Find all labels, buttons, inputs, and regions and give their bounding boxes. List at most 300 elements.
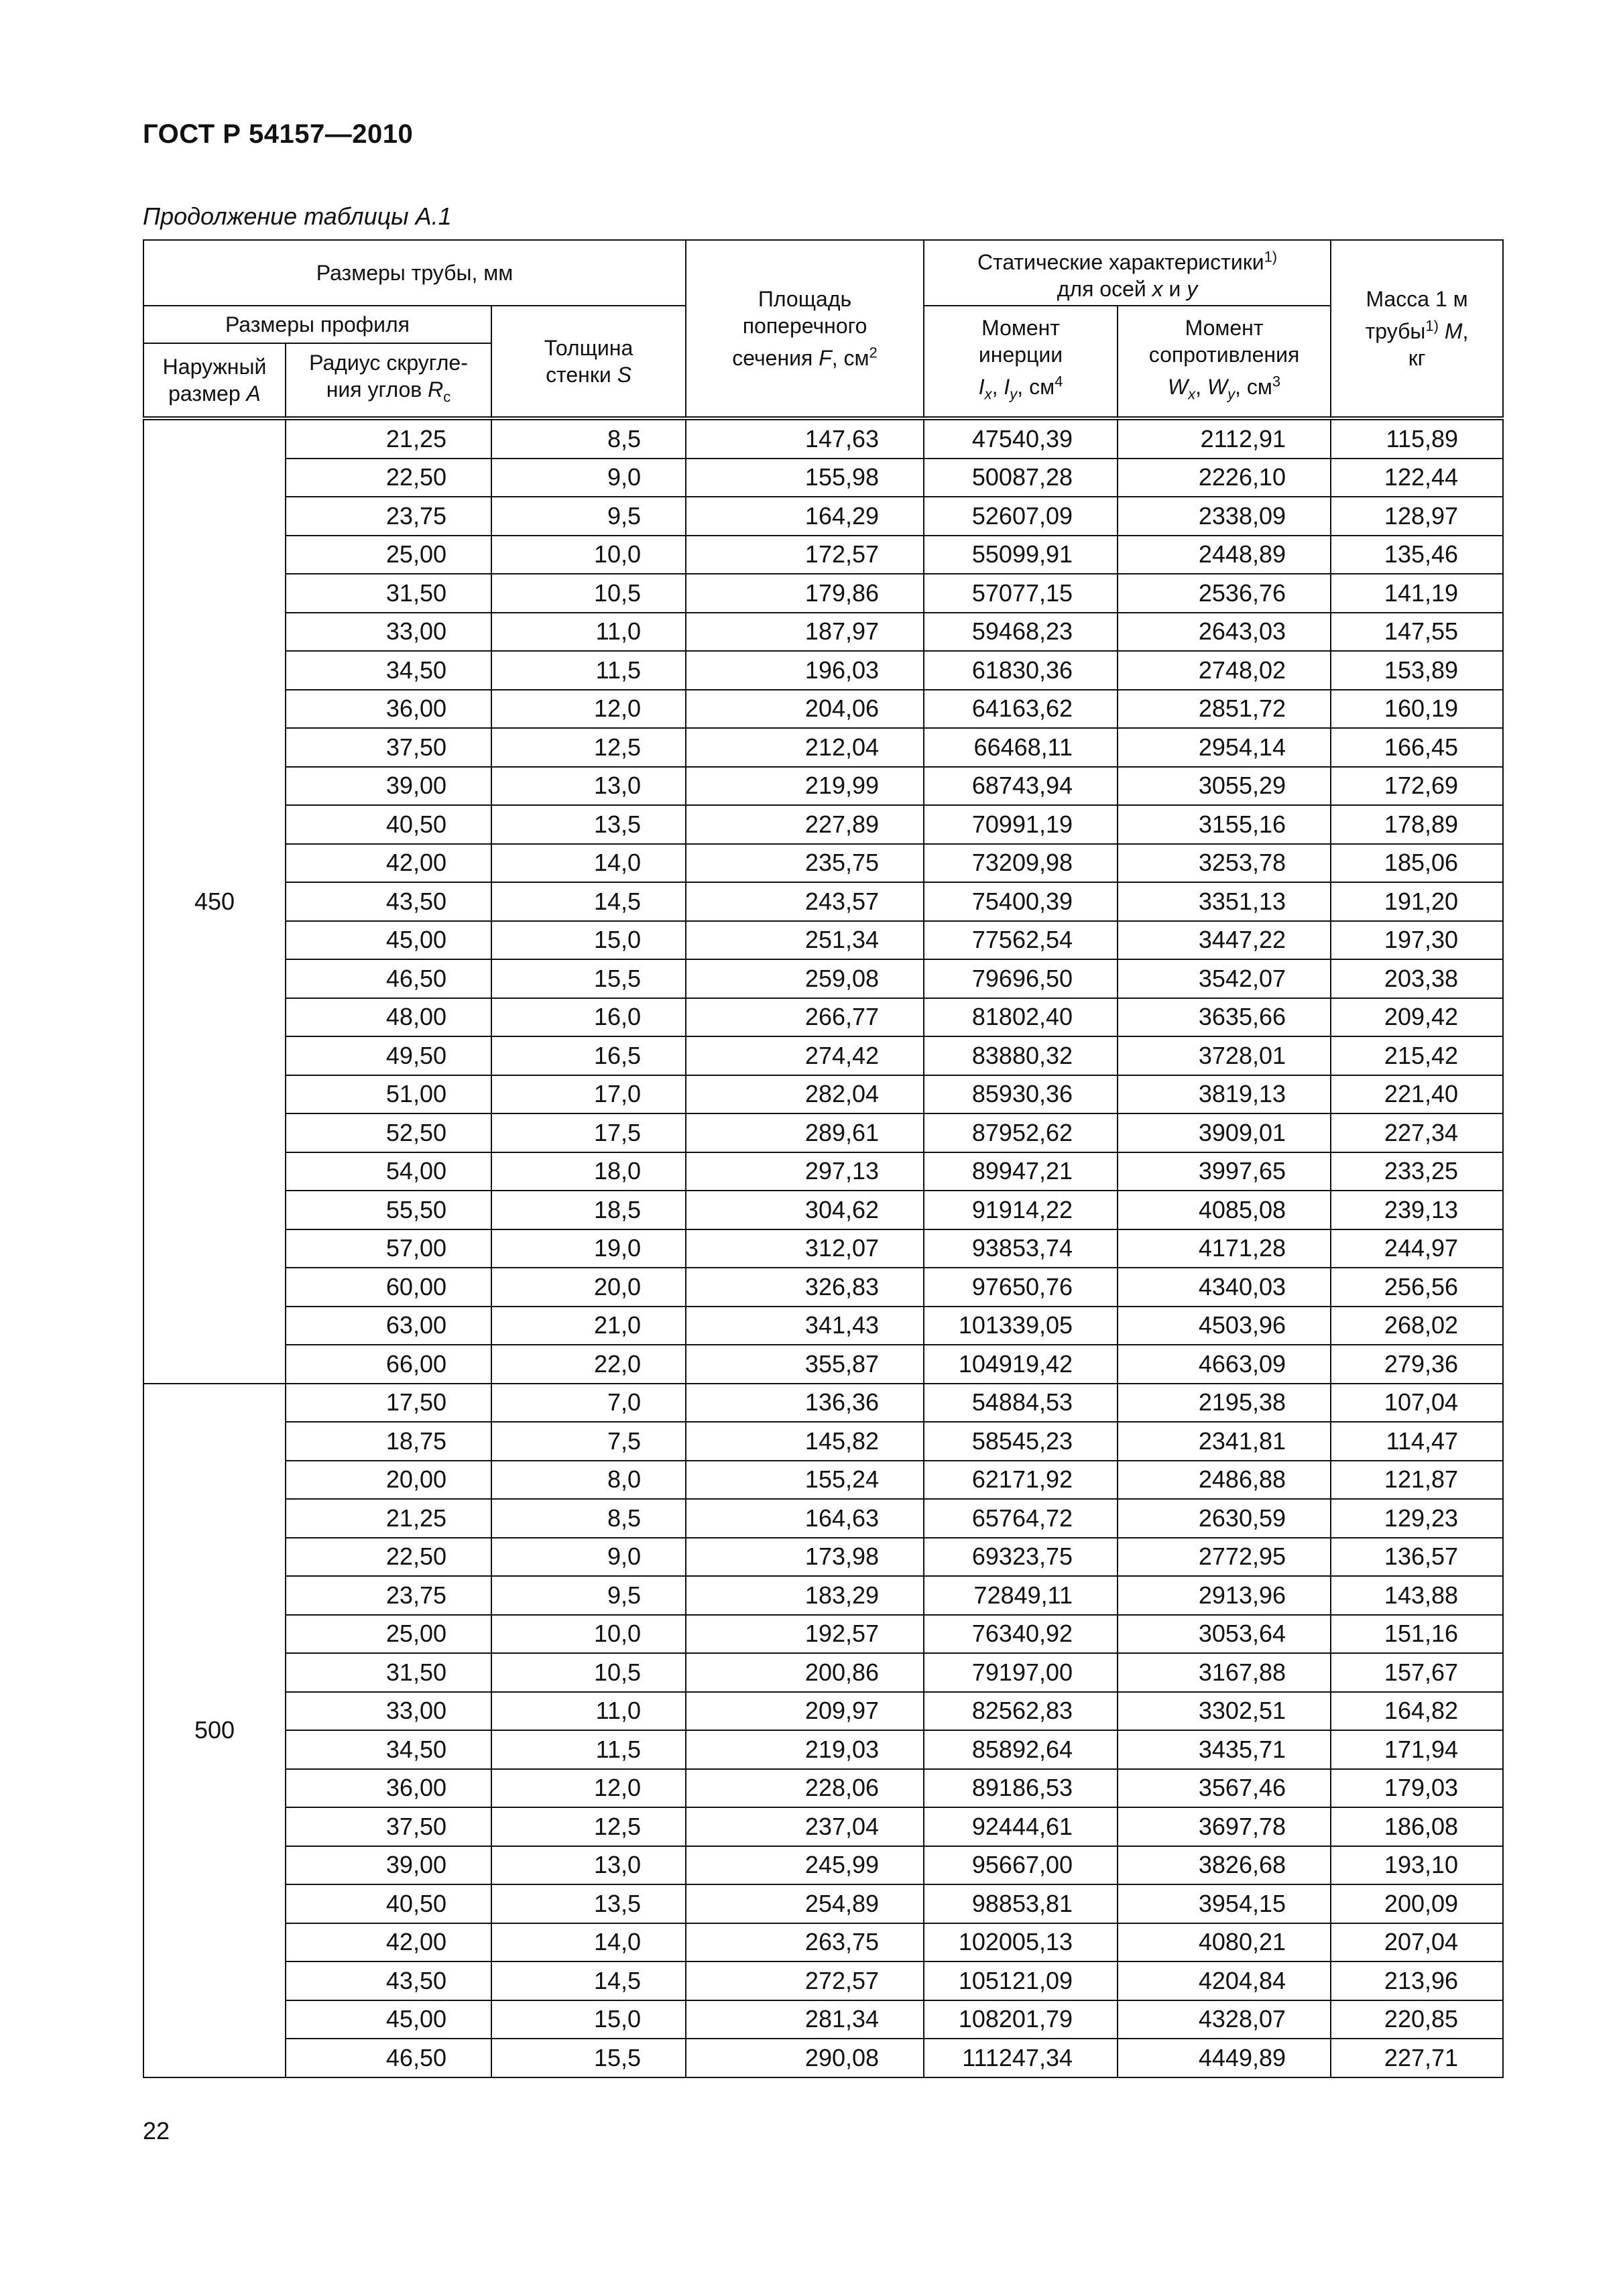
wall-thickness-cell: 12,0 [491,1769,686,1808]
wall-thickness-cell: 16,5 [491,1036,686,1075]
wall-thickness-cell: 10,5 [491,1653,686,1692]
area-cell: 187,97 [686,613,924,652]
radius-cell: 36,00 [286,690,491,729]
table-row [143,1075,1503,1114]
area-cell: 228,06 [686,1769,924,1808]
radius-cell: 17,50 [286,1384,491,1423]
header-resistance-text: Момент сопротивления $W_x$, $W_y$, $см^3$ [1148,316,1300,403]
resistance-cell: 2226,10 [1118,459,1331,497]
inertia-cell: 57077,15 [924,574,1118,613]
inertia-cell: 59468,23 [924,613,1118,652]
area-cell: 192,57 [686,1615,924,1654]
inertia-cell: 64163,62 [924,690,1118,729]
resistance-cell: 2851,72 [1118,690,1331,729]
inertia-cell: 95667,00 [924,1846,1118,1885]
radius-cell: 31,50 [286,1653,491,1692]
area-cell: 147,63 [686,418,924,459]
mass-cell: 207,04 [1331,1923,1503,1962]
mass-cell: 256,56 [1331,1268,1503,1307]
header-cross-section [686,240,924,418]
table-row [143,1961,1503,2000]
area-cell: 155,98 [686,459,924,497]
table-row [143,1345,1503,1384]
resistance-cell: 3055,29 [1118,767,1331,806]
resistance-cell: 4085,08 [1118,1191,1331,1229]
wall-thickness-cell: 11,5 [491,651,686,690]
area-cell: 266,77 [686,998,924,1037]
table-row [143,1422,1503,1461]
resistance-cell: 3909,01 [1118,1113,1331,1152]
radius-cell: 54,00 [286,1152,491,1191]
resistance-cell: 2112,91 [1118,418,1331,459]
inertia-cell: 73209,98 [924,844,1118,883]
mass-cell: 227,34 [1331,1113,1503,1152]
table-row [143,1036,1503,1075]
mass-cell: 179,03 [1331,1769,1503,1808]
radius-cell: 39,00 [286,767,491,806]
radius-cell: 25,00 [286,536,491,575]
radius-cell: 22,50 [286,1538,491,1577]
row-group-450 [143,418,1503,1384]
area-cell: 219,99 [686,767,924,806]
radius-cell: 37,50 [286,1807,491,1846]
wall-thickness-cell: 9,5 [491,497,686,536]
area-cell: 274,42 [686,1036,924,1075]
inertia-cell: 92444,61 [924,1807,1118,1846]
mass-cell: 107,04 [1331,1384,1503,1423]
radius-cell: 21,25 [286,1499,491,1538]
mass-cell: 209,42 [1331,998,1503,1037]
area-cell: 245,99 [686,1846,924,1885]
inertia-cell: 75400,39 [924,882,1118,921]
table-row [143,1538,1503,1577]
table-head [143,240,1503,418]
wall-thickness-cell: 9,0 [491,1538,686,1577]
radius-cell: 33,00 [286,613,491,652]
table-row [143,1807,1503,1846]
area-cell: 179,86 [686,574,924,613]
inertia-cell: 54884,53 [924,1384,1118,1423]
mass-cell: 197,30 [1331,921,1503,960]
mass-cell: 122,44 [1331,459,1503,497]
radius-cell: 23,75 [286,497,491,536]
wall-thickness-cell: 13,5 [491,805,686,844]
inertia-cell: 83880,32 [924,1036,1118,1075]
header-mass-text: Масса 1 м трубы$^{1)}$ M, кг [1365,287,1469,370]
area-cell: 243,57 [686,882,924,921]
radius-cell: 33,00 [286,1692,491,1731]
header-static-text: Статические характеристики$^{1)}$ для осей x и y [977,248,1278,301]
header-resistance [1118,306,1331,418]
resistance-cell: 4449,89 [1118,2039,1331,2077]
area-cell: 204,06 [686,690,924,729]
radius-cell: 63,00 [286,1307,491,1345]
resistance-cell: 2913,96 [1118,1576,1331,1615]
wall-thickness-cell: 12,5 [491,1807,686,1846]
area-cell: 164,29 [686,497,924,536]
inertia-cell: 66468,11 [924,728,1118,767]
mass-cell: 191,20 [1331,882,1503,921]
resistance-cell: 4204,84 [1118,1961,1331,2000]
wall-thickness-cell: 10,0 [491,1615,686,1654]
table-row [143,418,1503,459]
mass-cell: 135,46 [1331,536,1503,575]
area-cell: 237,04 [686,1807,924,1846]
header-inertia-text: Момент инерции $I_x$, $I_y$, $см^4$ [978,316,1063,403]
inertia-cell: 50087,28 [924,459,1118,497]
table-row [143,728,1503,767]
wall-thickness-cell: 17,0 [491,1075,686,1114]
area-cell: 136,36 [686,1384,924,1423]
table-row [143,1461,1503,1500]
mass-cell: 153,89 [1331,651,1503,690]
radius-cell: 57,00 [286,1229,491,1268]
inertia-cell: 85930,36 [924,1075,1118,1114]
resistance-cell: 4503,96 [1118,1307,1331,1345]
inertia-cell: 108201,79 [924,2000,1118,2039]
area-cell: 282,04 [686,1075,924,1114]
inertia-cell: 98853,81 [924,1884,1118,1923]
inertia-cell: 76340,92 [924,1615,1118,1654]
resistance-cell: 3635,66 [1118,998,1331,1037]
table-row [143,1229,1503,1268]
radius-cell: 45,00 [286,921,491,960]
row-group-500 [143,1384,1503,2077]
radius-cell: 52,50 [286,1113,491,1152]
header-inertia [924,306,1118,418]
resistance-cell: 4340,03 [1118,1268,1331,1307]
radius-cell: 46,50 [286,959,491,998]
table-row [143,497,1503,536]
resistance-cell: 3542,07 [1118,959,1331,998]
area-cell: 235,75 [686,844,924,883]
inertia-cell: 72849,11 [924,1576,1118,1615]
area-cell: 326,83 [686,1268,924,1307]
radius-cell: 22,50 [286,459,491,497]
mass-cell: 244,97 [1331,1229,1503,1268]
wall-thickness-cell: 15,0 [491,2000,686,2039]
resistance-cell: 2341,81 [1118,1422,1331,1461]
resistance-cell: 3954,15 [1118,1884,1331,1923]
mass-cell: 157,67 [1331,1653,1503,1692]
profile-table [143,239,1504,2078]
table-row [143,1884,1503,1923]
area-cell: 312,07 [686,1229,924,1268]
inertia-cell: 93853,74 [924,1229,1118,1268]
mass-cell: 215,42 [1331,1036,1503,1075]
wall-thickness-cell: 14,5 [491,882,686,921]
radius-cell: 36,00 [286,1769,491,1808]
table-row [143,1576,1503,1615]
table-row [143,882,1503,921]
wall-thickness-cell: 15,5 [491,2039,686,2077]
inertia-cell: 102005,13 [924,1923,1118,1962]
table-row [143,2000,1503,2039]
header-radius-text: Радиус скругле- ния углов $R_c$ [309,351,468,406]
resistance-cell: 4328,07 [1118,2000,1331,2039]
header-corner-radius [286,343,491,418]
table-row [143,1846,1503,1885]
radius-cell: 55,50 [286,1191,491,1229]
table-row [143,767,1503,806]
wall-thickness-cell: 13,0 [491,767,686,806]
area-cell: 172,57 [686,536,924,575]
resistance-cell: 2643,03 [1118,613,1331,652]
area-cell: 173,98 [686,1538,924,1577]
table-row [143,2039,1503,2077]
area-cell: 219,03 [686,1730,924,1769]
header-tube-sizes: Размеры трубы, мм [143,240,686,306]
table-row [143,1769,1503,1808]
table-row [143,1730,1503,1769]
outer-size-cell: 500 [143,1384,286,2077]
resistance-cell: 2486,88 [1118,1461,1331,1500]
table-row [143,574,1503,613]
area-cell: 183,29 [686,1576,924,1615]
resistance-cell: 3302,51 [1118,1692,1331,1731]
resistance-cell: 3053,64 [1118,1615,1331,1654]
area-cell: 290,08 [686,2039,924,2077]
radius-cell: 49,50 [286,1036,491,1075]
wall-thickness-cell: 14,5 [491,1961,686,2000]
radius-cell: 39,00 [286,1846,491,1885]
area-cell: 200,86 [686,1653,924,1692]
radius-cell: 31,50 [286,574,491,613]
table-row [143,805,1503,844]
inertia-cell: 87952,62 [924,1113,1118,1152]
table-row [143,1923,1503,1962]
wall-thickness-cell: 10,5 [491,574,686,613]
wall-thickness-cell: 12,0 [491,690,686,729]
wall-thickness-cell: 13,0 [491,1846,686,1885]
area-cell: 254,89 [686,1884,924,1923]
inertia-cell: 81802,40 [924,998,1118,1037]
resistance-cell: 2630,59 [1118,1499,1331,1538]
radius-cell: 42,00 [286,844,491,883]
area-cell: 145,82 [686,1422,924,1461]
resistance-cell: 3997,65 [1118,1152,1331,1191]
wall-thickness-cell: 9,0 [491,459,686,497]
header-wall-thickness [491,306,686,418]
document-header: ГОСТ Р 54157—2010 [143,119,414,149]
mass-cell: 268,02 [1331,1307,1503,1345]
wall-thickness-cell: 18,0 [491,1152,686,1191]
resistance-cell: 3728,01 [1118,1036,1331,1075]
resistance-cell: 4080,21 [1118,1923,1331,1962]
header-mass [1331,240,1503,418]
radius-cell: 66,00 [286,1345,491,1384]
header-profile-sizes: Размеры профиля [143,306,491,343]
resistance-cell: 2772,95 [1118,1538,1331,1577]
mass-cell: 151,16 [1331,1615,1503,1654]
area-cell: 164,63 [686,1499,924,1538]
wall-thickness-cell: 22,0 [491,1345,686,1384]
resistance-cell: 2536,76 [1118,574,1331,613]
mass-cell: 185,06 [1331,844,1503,883]
resistance-cell: 2748,02 [1118,651,1331,690]
radius-cell: 23,75 [286,1576,491,1615]
outer-size-cell: 450 [143,418,286,1384]
table-row [143,1191,1503,1229]
radius-cell: 51,00 [286,1075,491,1114]
radius-cell: 46,50 [286,2039,491,2077]
table-row [143,1384,1503,1423]
mass-cell: 166,45 [1331,728,1503,767]
mass-cell: 279,36 [1331,1345,1503,1384]
area-cell: 297,13 [686,1152,924,1191]
table-caption: Продолжение таблицы А.1 [143,202,452,230]
page-number: 22 [143,2117,170,2144]
inertia-cell: 62171,92 [924,1461,1118,1500]
inertia-cell: 52607,09 [924,497,1118,536]
inertia-cell: 85892,64 [924,1730,1118,1769]
inertia-cell: 70991,19 [924,805,1118,844]
table-row [143,459,1503,497]
inertia-cell: 47540,39 [924,418,1118,459]
inertia-cell: 77562,54 [924,921,1118,960]
resistance-cell: 2338,09 [1118,497,1331,536]
wall-thickness-cell: 15,0 [491,921,686,960]
area-cell: 196,03 [686,651,924,690]
inertia-cell: 89186,53 [924,1769,1118,1808]
wall-thickness-cell: 10,0 [491,536,686,575]
wall-thickness-cell: 8,0 [491,1461,686,1500]
table-row [143,1653,1503,1692]
mass-cell: 114,47 [1331,1422,1503,1461]
mass-cell: 213,96 [1331,1961,1503,2000]
wall-thickness-cell: 11,0 [491,613,686,652]
area-cell: 251,34 [686,921,924,960]
wall-thickness-cell: 21,0 [491,1307,686,1345]
mass-cell: 143,88 [1331,1576,1503,1615]
resistance-cell: 3447,22 [1118,921,1331,960]
mass-cell: 178,89 [1331,805,1503,844]
radius-cell: 20,00 [286,1461,491,1500]
resistance-cell: 3826,68 [1118,1846,1331,1885]
area-cell: 209,97 [686,1692,924,1731]
wall-thickness-cell: 8,5 [491,418,686,459]
table-row [143,1268,1503,1307]
radius-cell: 34,50 [286,1730,491,1769]
resistance-cell: 3253,78 [1118,844,1331,883]
area-cell: 341,43 [686,1307,924,1345]
mass-cell: 203,38 [1331,959,1503,998]
header-static-characteristics [924,240,1331,306]
wall-thickness-cell: 13,5 [491,1884,686,1923]
mass-cell: 121,87 [1331,1461,1503,1500]
mass-cell: 239,13 [1331,1191,1503,1229]
inertia-cell: 91914,22 [924,1191,1118,1229]
header-cross-section-text: Площадь поперечного сечения F, $см^2$ [732,287,878,370]
resistance-cell: 4663,09 [1118,1345,1331,1384]
inertia-cell: 65764,72 [924,1499,1118,1538]
area-cell: 304,62 [686,1191,924,1229]
wall-thickness-cell: 9,5 [491,1576,686,1615]
radius-cell: 25,00 [286,1615,491,1654]
mass-cell: 147,55 [1331,613,1503,652]
radius-cell: 60,00 [286,1268,491,1307]
inertia-cell: 79197,00 [924,1653,1118,1692]
mass-cell: 233,25 [1331,1152,1503,1191]
resistance-cell: 3167,88 [1118,1653,1331,1692]
wall-thickness-cell: 14,0 [491,1923,686,1962]
inertia-cell: 111247,34 [924,2039,1118,2077]
mass-cell: 129,23 [1331,1499,1503,1538]
resistance-cell: 2448,89 [1118,536,1331,575]
inertia-cell: 101339,05 [924,1307,1118,1345]
mass-cell: 172,69 [1331,767,1503,806]
mass-cell: 164,82 [1331,1692,1503,1731]
area-cell: 155,24 [686,1461,924,1500]
header-outer-text: Наружный размер A [162,355,267,406]
radius-cell: 43,50 [286,1961,491,2000]
inertia-cell: 104919,42 [924,1345,1118,1384]
wall-thickness-cell: 20,0 [491,1268,686,1307]
wall-thickness-cell: 11,0 [491,1692,686,1731]
wall-thickness-cell: 7,5 [491,1422,686,1461]
table-row [143,613,1503,652]
inertia-cell: 68743,94 [924,767,1118,806]
area-cell: 259,08 [686,959,924,998]
wall-thickness-cell: 18,5 [491,1191,686,1229]
mass-cell: 141,19 [1331,574,1503,613]
area-cell: 355,87 [686,1345,924,1384]
area-cell: 263,75 [686,1923,924,1962]
inertia-cell: 82562,83 [924,1692,1118,1731]
header-wall-text: Толщина стенки S [544,336,634,387]
mass-cell: 227,71 [1331,2039,1503,2077]
resistance-cell: 4171,28 [1118,1229,1331,1268]
resistance-cell: 3819,13 [1118,1075,1331,1114]
mass-cell: 193,10 [1331,1846,1503,1885]
wall-thickness-cell: 12,5 [491,728,686,767]
radius-cell: 40,50 [286,1884,491,1923]
inertia-cell: 69323,75 [924,1538,1118,1577]
mass-cell: 200,09 [1331,1884,1503,1923]
resistance-cell: 3435,71 [1118,1730,1331,1769]
radius-cell: 43,50 [286,882,491,921]
wall-thickness-cell: 8,5 [491,1499,686,1538]
radius-cell: 40,50 [286,805,491,844]
wall-thickness-cell: 14,0 [491,844,686,883]
radius-cell: 42,00 [286,1923,491,1962]
mass-cell: 220,85 [1331,2000,1503,2039]
area-cell: 227,89 [686,805,924,844]
radius-cell: 21,25 [286,418,491,459]
wall-thickness-cell: 11,5 [491,1730,686,1769]
table-row [143,921,1503,960]
mass-cell: 115,89 [1331,418,1503,459]
area-cell: 281,34 [686,2000,924,2039]
mass-cell: 160,19 [1331,690,1503,729]
table-row [143,1307,1503,1345]
table-row [143,651,1503,690]
table-row [143,844,1503,883]
header-outer-size [143,343,286,418]
wall-thickness-cell: 17,5 [491,1113,686,1152]
resistance-cell: 3351,13 [1118,882,1331,921]
inertia-cell: 61830,36 [924,651,1118,690]
area-cell: 212,04 [686,728,924,767]
resistance-cell: 3155,16 [1118,805,1331,844]
wall-thickness-cell: 19,0 [491,1229,686,1268]
wall-thickness-cell: 16,0 [491,998,686,1037]
mass-cell: 221,40 [1331,1075,1503,1114]
inertia-cell: 55099,91 [924,536,1118,575]
table-row [143,536,1503,575]
table-row [143,998,1503,1037]
radius-cell: 48,00 [286,998,491,1037]
